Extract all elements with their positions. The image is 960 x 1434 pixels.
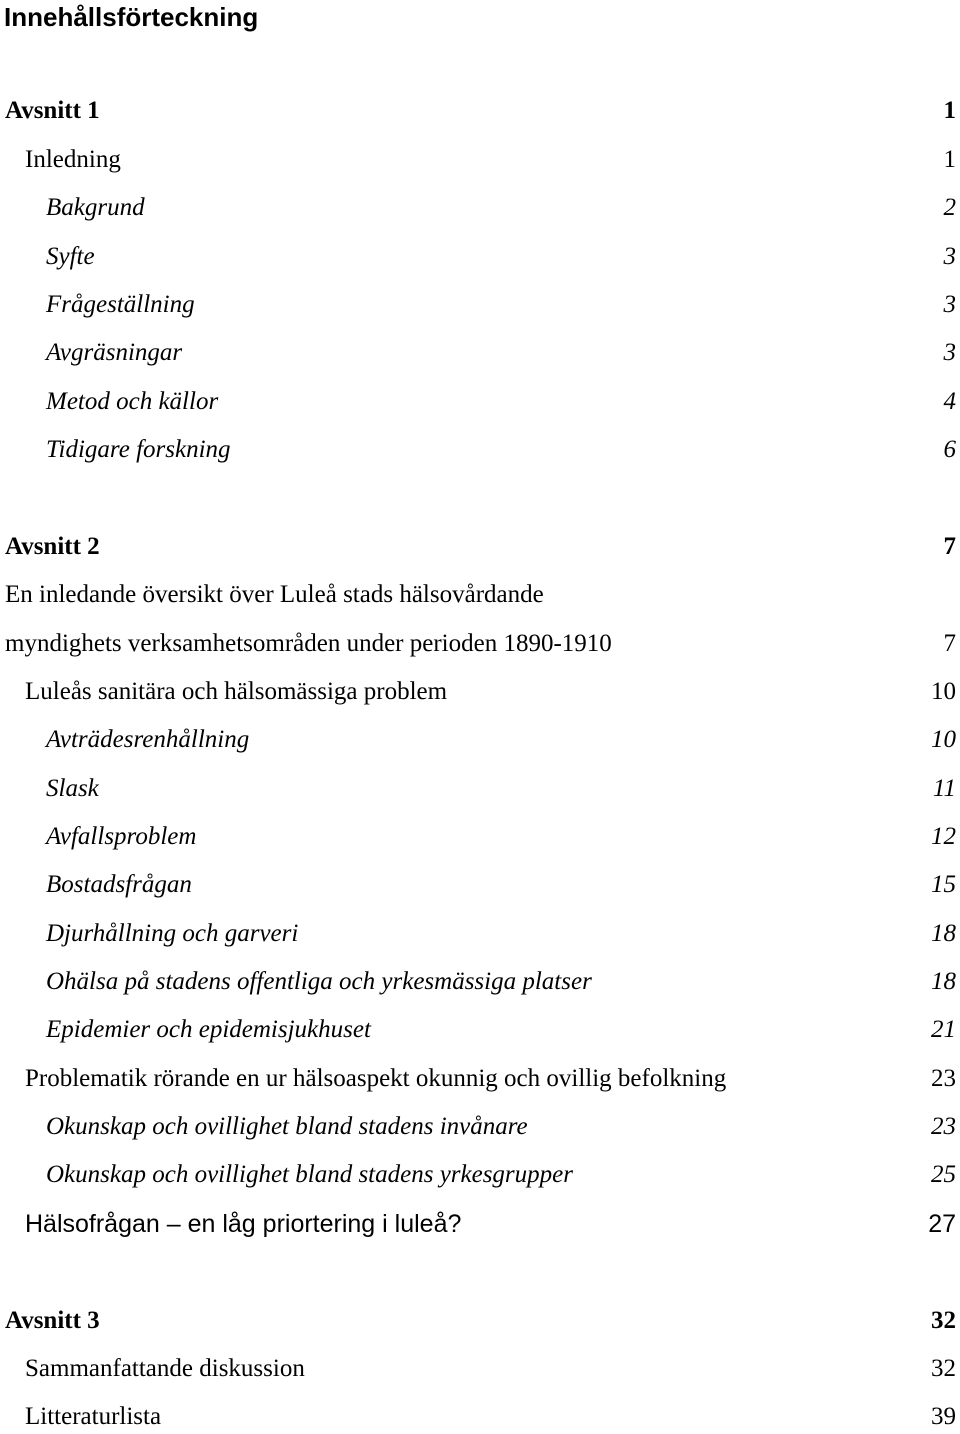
toc-entry-label: Problematik rörande en ur hälsoaspekt okunnig och ovillig befolkning bbox=[25, 1065, 727, 1092]
toc-entry-sammanfattande-diskussion[interactable] bbox=[0, 1352, 960, 1386]
toc-entry-label: Hälsofrågan – en låg priortering i luleå? bbox=[25, 1210, 462, 1238]
toc-entry-halsofragan[interactable] bbox=[0, 1207, 960, 1241]
toc-entry-page: 10 bbox=[931, 678, 956, 705]
toc-entry-label: En inledande översikt över Luleå stads hälsovårdande bbox=[5, 581, 544, 608]
toc-entry-label: Slask bbox=[46, 775, 99, 802]
toc-entry-avsnitt-1[interactable] bbox=[0, 94, 960, 128]
toc-entry-page: 3 bbox=[943, 243, 956, 270]
toc-entry-label: Bakgrund bbox=[46, 194, 145, 221]
toc-entry-label: Syfte bbox=[46, 243, 95, 270]
toc-entry-page: 39 bbox=[931, 1403, 956, 1430]
toc-entry-label: Okunskap och ovillighet bland stadens yrkesgrupper bbox=[46, 1161, 573, 1188]
toc-entry-label: Ohälsa på stadens offentliga och yrkesmässiga platser bbox=[46, 968, 592, 995]
toc-entry-slask[interactable] bbox=[0, 772, 960, 806]
toc-entry-avfallsproblem[interactable] bbox=[0, 820, 960, 854]
toc-entry-label: Frågeställning bbox=[46, 291, 195, 318]
toc-entry-avsnitt-2[interactable] bbox=[0, 530, 960, 564]
toc-entry-page: 23 bbox=[931, 1113, 956, 1140]
toc-entry-label: Sammanfattande diskussion bbox=[25, 1355, 305, 1382]
toc-entry-label: Tidigare forskning bbox=[46, 436, 231, 463]
toc-entry-sanitara-problem[interactable] bbox=[0, 675, 960, 709]
toc-entry-oversikt-line-1[interactable] bbox=[0, 578, 960, 612]
toc-entry-label: Bostadsfrågan bbox=[46, 871, 192, 898]
toc-heading: Innehållsförteckning bbox=[4, 2, 259, 32]
toc-entry-okunskap-yrkesgrupper[interactable] bbox=[0, 1158, 960, 1192]
toc-entry-problematik[interactable] bbox=[0, 1062, 960, 1096]
toc-entry-page: 23 bbox=[931, 1065, 956, 1092]
toc-entry-page: 3 bbox=[943, 339, 956, 366]
toc-entry-label: Luleås sanitära och hälsomässiga problem bbox=[25, 678, 448, 705]
toc-entry-label: Inledning bbox=[25, 146, 121, 173]
toc-entry-label: Djurhållning och garveri bbox=[46, 920, 299, 947]
toc-entry-page: 21 bbox=[931, 1016, 956, 1043]
toc-entry-label: Metod och källor bbox=[46, 388, 219, 415]
toc-entry-page: 25 bbox=[931, 1161, 956, 1188]
toc-entry-fragestallning[interactable] bbox=[0, 288, 960, 322]
toc-entry-page: 6 bbox=[943, 436, 956, 463]
toc-entry-label: Epidemier och epidemisjukhuset bbox=[46, 1016, 371, 1043]
toc-entry-page: 1 bbox=[943, 146, 956, 173]
toc-entry-label: Avsnitt 3 bbox=[5, 1307, 100, 1334]
toc-entry-page: 7 bbox=[943, 533, 956, 560]
toc-entry-ohalsa[interactable] bbox=[0, 965, 960, 999]
toc-entry-page: 2 bbox=[943, 194, 956, 221]
toc-entry-inledning[interactable] bbox=[0, 143, 960, 177]
toc-entry-metod-och-kallor[interactable] bbox=[0, 385, 960, 419]
toc-entry-label: Avsnitt 1 bbox=[5, 97, 100, 124]
toc-entry-epidemier[interactable] bbox=[0, 1013, 960, 1047]
toc-entry-page: 32 bbox=[931, 1355, 956, 1382]
toc-entry-label: myndighets verksamhetsområden under perioden 1890-1910 bbox=[5, 630, 612, 657]
toc-entry-page: 4 bbox=[943, 388, 956, 415]
toc-entry-syfte[interactable] bbox=[0, 240, 960, 274]
toc-entry-page: 11 bbox=[932, 775, 956, 802]
toc-entry-djurhallning[interactable] bbox=[0, 917, 960, 951]
toc-entry-oversikt-line-2[interactable] bbox=[0, 627, 960, 661]
toc-entry-page: 15 bbox=[931, 871, 956, 898]
toc-entry-page: 27 bbox=[928, 1210, 956, 1238]
toc-entry-avsnitt-3[interactable] bbox=[0, 1304, 960, 1338]
toc-entry-label: Avgräsningar bbox=[46, 339, 183, 366]
toc-entry-page: 32 bbox=[931, 1307, 956, 1334]
toc-entry-avgransningar[interactable] bbox=[0, 336, 960, 370]
toc-entry-label: Avfallsproblem bbox=[46, 823, 197, 850]
toc-entry-bakgrund[interactable] bbox=[0, 191, 960, 225]
toc-entry-okunskap-invanare[interactable] bbox=[0, 1110, 960, 1144]
toc-entry-page: 10 bbox=[931, 726, 956, 753]
toc-entry-litteraturlista[interactable] bbox=[0, 1400, 960, 1434]
toc-entry-page: 18 bbox=[931, 968, 956, 995]
toc-entry-label: Avsnitt 2 bbox=[5, 533, 100, 560]
toc-entry-page: 1 bbox=[943, 97, 956, 124]
toc-entry-tidigare-forskning[interactable] bbox=[0, 433, 960, 467]
toc-entry-label: Okunskap och ovillighet bland stadens invånare bbox=[46, 1113, 528, 1140]
toc-entry-bostadsfragan[interactable] bbox=[0, 868, 960, 902]
toc-entry-label: Avträdesrenhållning bbox=[46, 726, 250, 753]
toc-entry-page: 7 bbox=[943, 630, 956, 657]
toc-entry-page: 12 bbox=[931, 823, 956, 850]
toc-entry-page: 3 bbox=[943, 291, 956, 318]
toc-entry-avtradesrenhallning[interactable] bbox=[0, 723, 960, 757]
toc-entry-label: Litteraturlista bbox=[25, 1403, 162, 1430]
toc-entry-page: 18 bbox=[931, 920, 956, 947]
